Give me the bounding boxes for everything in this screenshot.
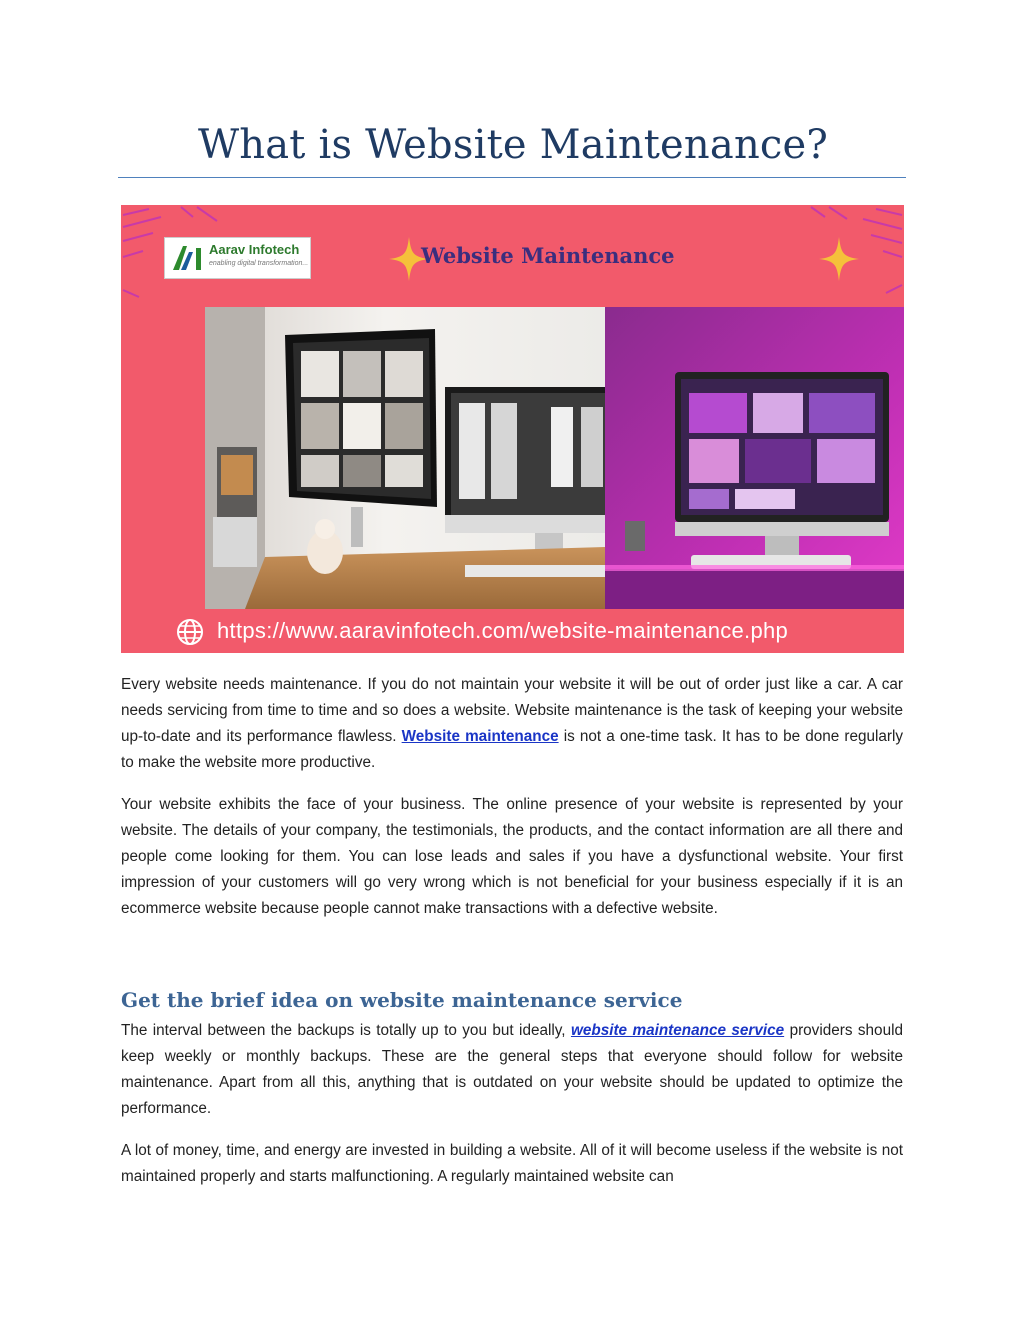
banner-heading: Website Maintenance	[421, 243, 675, 268]
paragraph-backups-text-2: providers should keep weekly or monthly backups. These are the general steps that everyone should follow for website maintenance. Apart from all this, anything that is outdated on your website should be updated to optimize the performance.	[121, 1022, 903, 1117]
website-maintenance-link[interactable]: Website maintenance	[401, 728, 559, 745]
logo-mark-icon	[171, 242, 205, 272]
paragraph-intro	[121, 672, 903, 776]
paragraph-backups	[121, 1018, 903, 1122]
paragraph-intro-text-1: Every website needs maintenance. If you do not maintain your website it will be out of order just like a car. A car needs servicing from time to time and so does a website. Website maintenance is the task of keeping your website up-to-date and its performance flawless.	[121, 676, 903, 745]
banner-url	[173, 615, 873, 647]
paragraph-business-face: Your website exhibits the face of your business. The online presence of your website is represented by your website. The details of your company, the testimonials, the products, and the contact information are all there and people come looking for them. You can lose leads and sales if you have a dysfunctional website. Your first impression of your customers will go very wrong which is not beneficial for your business especially if it is an ecommerce website because people cannot make transactions with a defective website.	[121, 796, 903, 917]
page-title: What is Website Maintenance?	[197, 122, 829, 168]
sparkle-icon	[819, 237, 859, 281]
section-heading: Get the brief idea on website maintenance service	[121, 988, 683, 1012]
banner-image	[121, 205, 904, 653]
paragraph-backups-text-1: The interval between the backups is totally up to you but ideally,	[121, 1022, 571, 1039]
title-underline	[118, 177, 906, 178]
desk-computers-photo	[205, 307, 904, 609]
banner-url-text: https://www.aaravinfotech.com/website-maintenance.php	[217, 618, 789, 643]
logo-name: Aarav Infotech	[209, 242, 300, 257]
logo-tagline: enabling digital transformation...	[209, 260, 309, 267]
paragraph-intro-text-2: is not a one-time task. It has to be done regularly to make the website more productive.	[121, 728, 904, 771]
paragraph-investment: A lot of money, time, and energy are invested in building a website. All of it will become useless if the website is not maintained properly and starts malfunctioning. A regularly maintained website can	[121, 1142, 903, 1185]
company-logo	[164, 237, 311, 279]
globe-icon	[175, 617, 205, 647]
website-maintenance-service-link[interactable]: website maintenance service	[570, 1022, 785, 1039]
